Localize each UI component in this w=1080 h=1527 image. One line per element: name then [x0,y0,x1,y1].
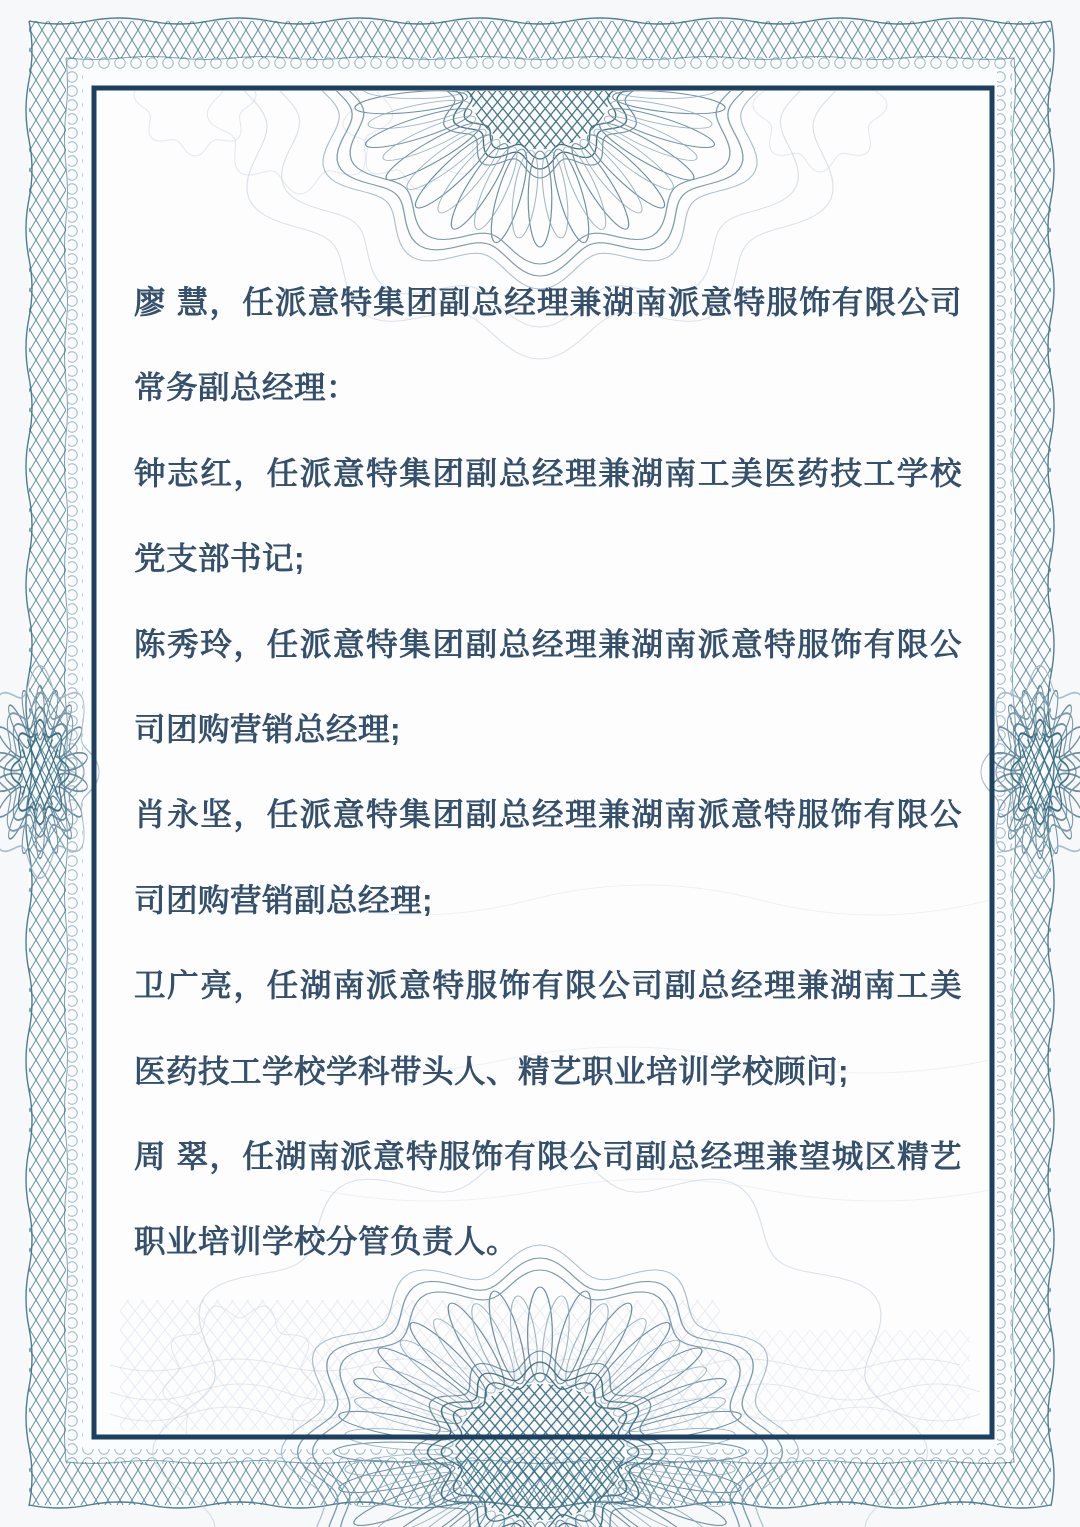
entry-line [134,345,962,430]
appointment-text [134,260,962,1285]
entry-line [134,1029,962,1114]
appointment-entry [134,1114,962,1285]
appointment-title: 常务副总经理： [134,369,359,406]
person-name: 廖 慧 [134,284,210,320]
appointment-title: 任湖南派意特服饰有限公司副总经理兼湖南工美 [266,967,962,1004]
entry-line [134,516,962,601]
entry-line [134,431,962,516]
entry-line [134,602,962,687]
appointment-entry [134,260,962,431]
person-name: 周 翠 [134,1137,210,1174]
appointment-entry [134,602,962,773]
appointment-entry [134,431,962,602]
entry-line [134,1199,962,1284]
entry-line [134,772,962,857]
appointment-title: 任湖南派意特服饰有限公司副总经理兼望城区精艺 [242,1137,962,1174]
appointment-title: 党支部书记; [134,540,305,577]
appointment-title: 任派意特集团副总经理兼湖南派意特服饰有限公司 [242,284,962,320]
entry-line [134,687,962,772]
entry-line [134,260,962,345]
appointment-title: 司团购营销总经理; [134,710,401,747]
name-separator: ， [209,1137,243,1174]
appointment-title: 任派意特集团副总经理兼湖南派意特服饰有限公 [266,796,962,833]
name-separator: ， [233,454,267,491]
name-separator: ， [209,284,243,320]
appointment-entry [134,772,962,943]
person-name: 陈秀玲 [134,625,234,662]
entry-line [134,858,962,943]
name-separator: ， [233,967,267,1004]
appointment-title: 职业培训学校分管负责人。 [134,1223,519,1260]
appointment-title: 司团购营销副总经理; [134,881,433,918]
appointment-title: 医药技工学校学科带头人、精艺职业培训学校顾问; [134,1052,849,1089]
appointment-title: 任派意特集团副总经理兼湖南派意特服饰有限公 [266,625,962,662]
appointment-entry [134,943,962,1114]
person-name: 肖永坚 [134,796,234,833]
entry-line [134,1114,962,1199]
person-name: 钟志红 [134,454,234,491]
name-separator: ， [233,796,267,833]
person-name: 卫广亮 [134,967,234,1004]
name-separator: ， [233,625,267,662]
appointment-title: 任派意特集团副总经理兼湖南工美医药技工学校 [266,454,962,491]
entry-line [134,943,962,1028]
